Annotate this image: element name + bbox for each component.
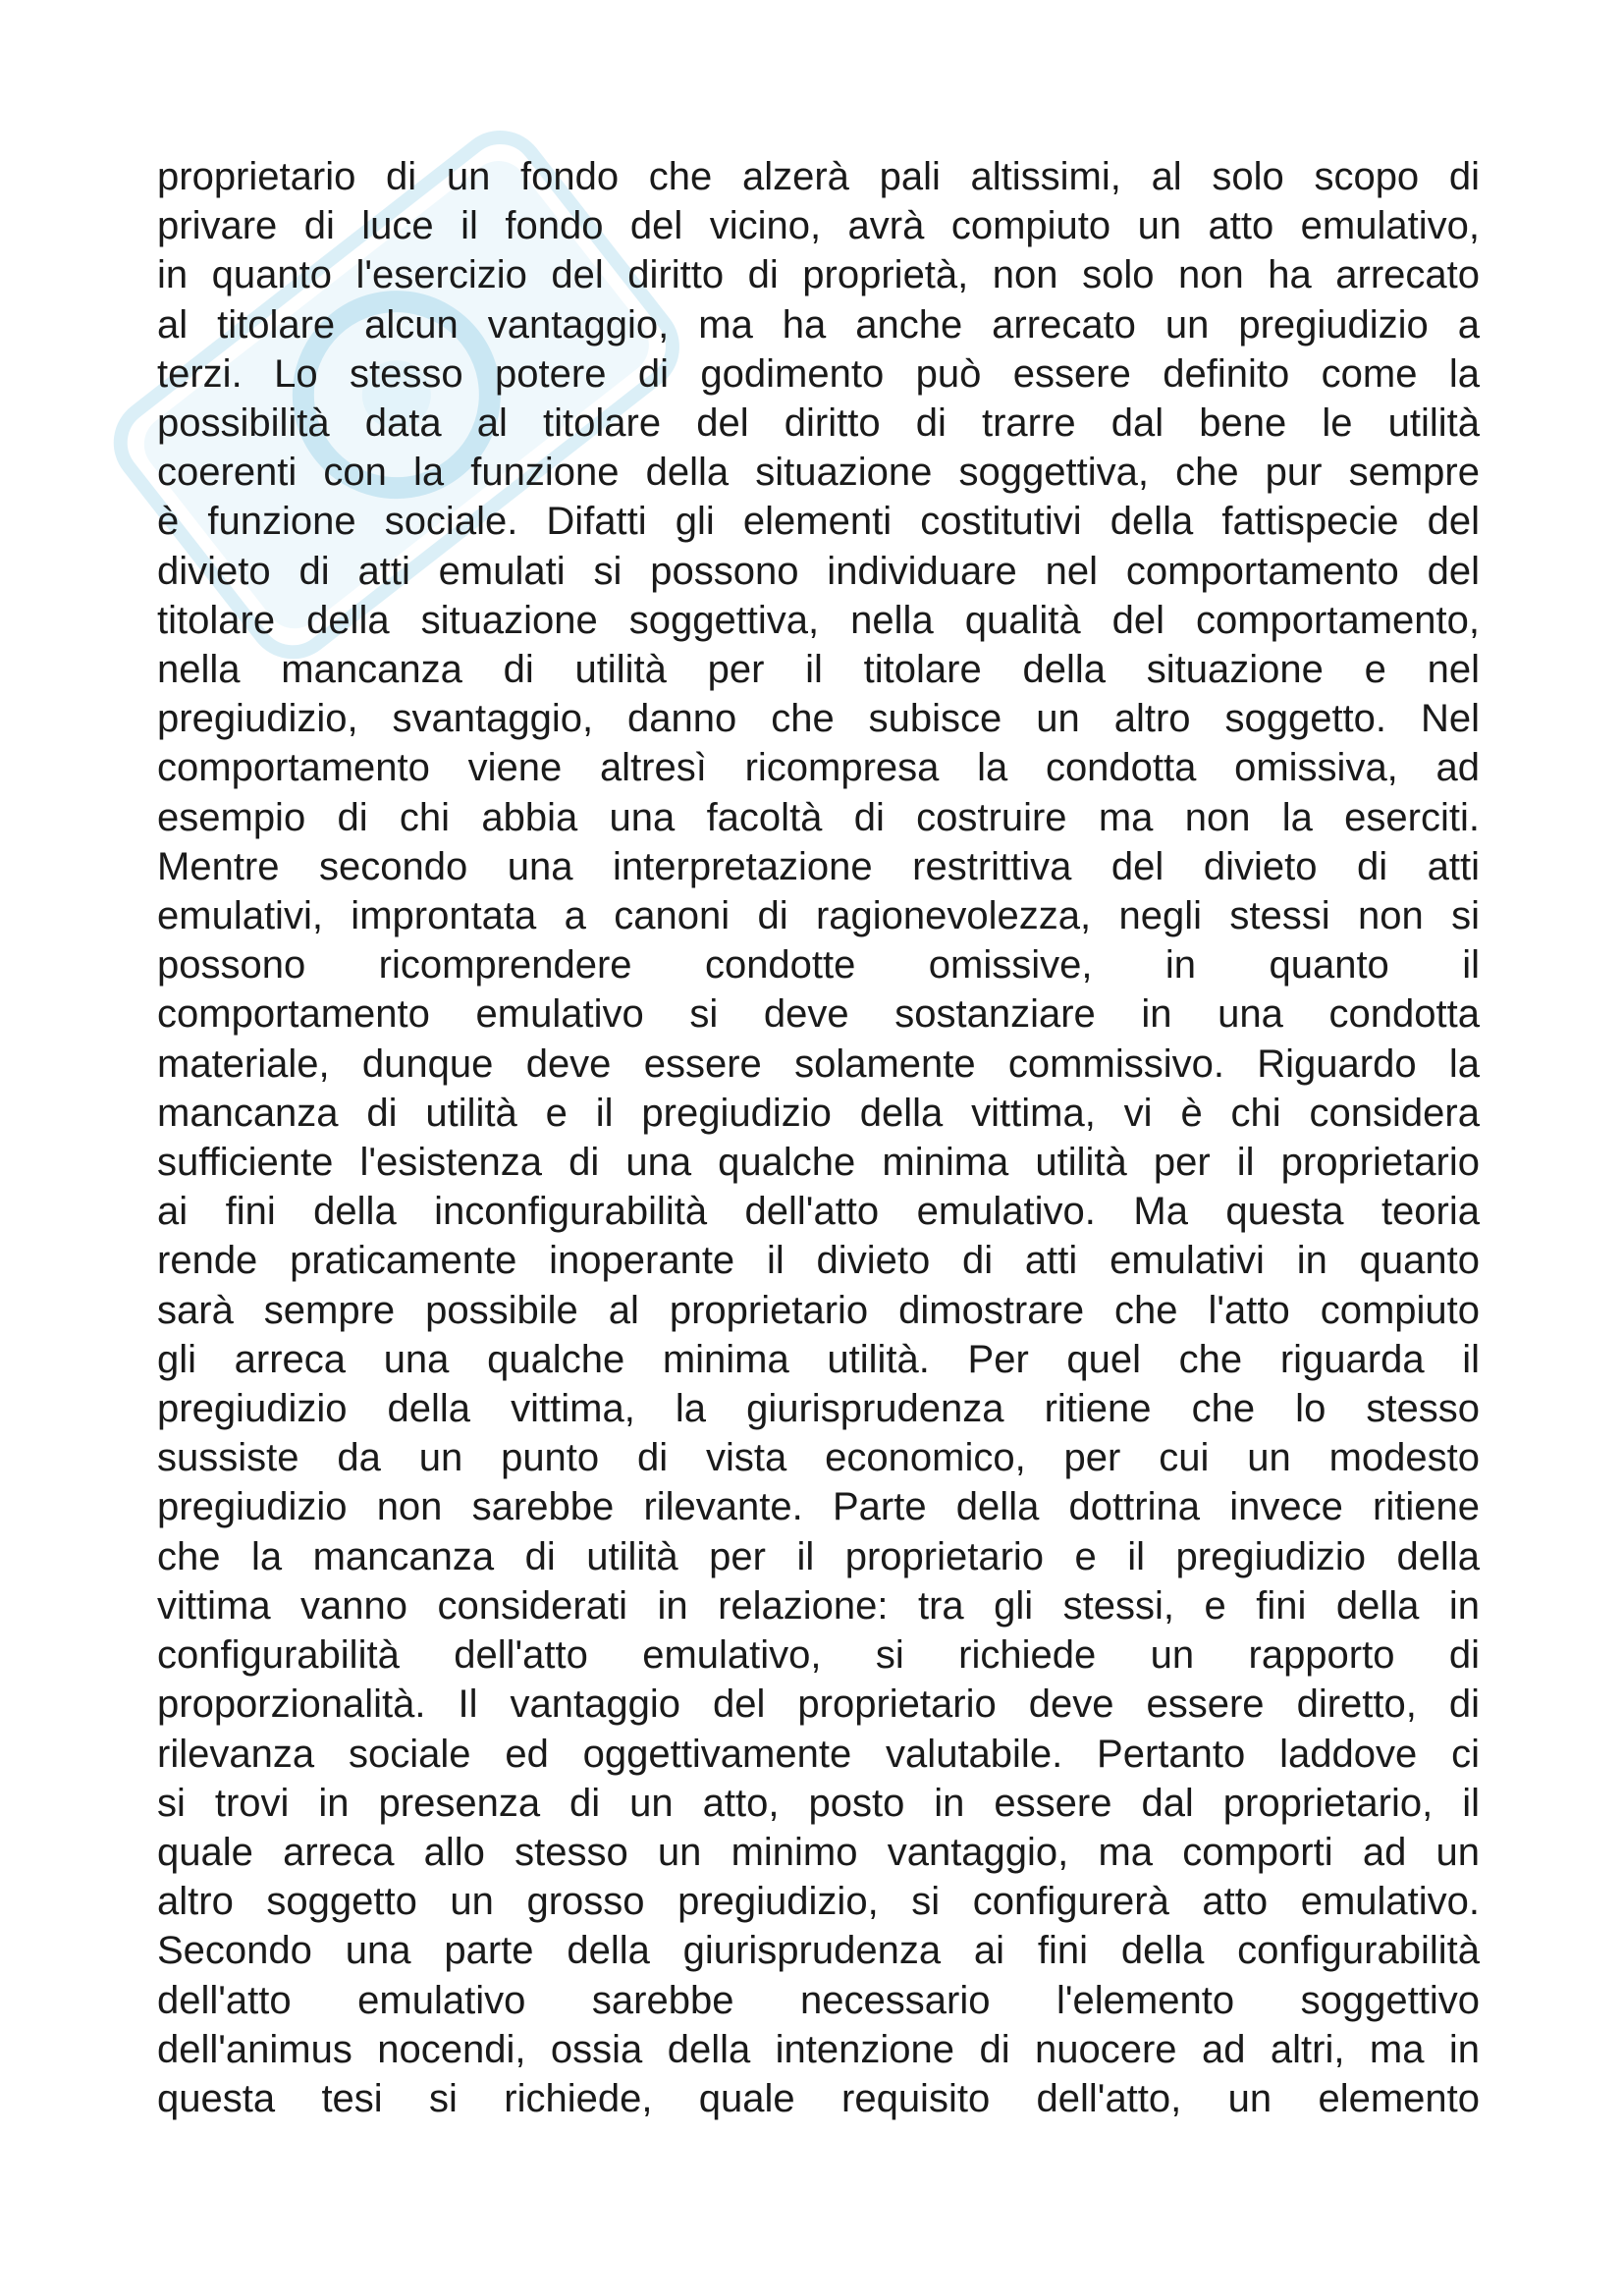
text-line: proprietario di un fondo che alzerà pali altissimi, al solo scopo di xyxy=(157,155,1480,198)
text-line: divieto di atti emulati si possono individuare nel comportamento del xyxy=(157,549,1480,593)
text-line: dell'animus nocendi, ossia della intenzione di nuocere ad altri, ma in xyxy=(157,2027,1480,2071)
text-line: vittima vanno considerati in relazione: tra gli stessi, e fini della in xyxy=(157,1583,1480,1628)
text-line: rilevanza sociale ed oggettivamente valutabile. Pertanto laddove ci xyxy=(157,1732,1480,1776)
text-line: Secondo una parte della giurisprudenza ai fini della configurabilità xyxy=(157,1929,1480,1973)
text-line: pregiudizio, svantaggio, danno che subisce un altro soggetto. Nel xyxy=(157,697,1480,741)
text-line: configurabilità dell'atto emulativo, si richiede un rapporto di xyxy=(157,1633,1480,1678)
text-line: materiale, dunque deve essere solamente commissivo. Riguardo la xyxy=(157,1041,1480,1086)
text-line: al titolare alcun vantaggio, ma ha anche arrecato un pregiudizio a xyxy=(157,302,1480,347)
text-line: altro soggetto un grosso pregiudizio, si configurerà atto emulativo. xyxy=(157,1880,1480,1924)
document-body xyxy=(157,152,1480,2123)
text-line: ai fini della inconfigurabilità dell'atto emulativo. Ma questa teoria xyxy=(157,1190,1480,1234)
text-line: nella mancanza di utilità per il titolare della situazione e nel xyxy=(157,648,1480,692)
text-line: emulativi, improntata a canoni di ragionevolezza, negli stessi non si xyxy=(157,894,1480,938)
text-line: possibilità data al titolare del diritto di trarre dal bene le utilità xyxy=(157,401,1480,446)
text-line: terzi. Lo stesso potere di godimento può essere definito come la xyxy=(157,351,1480,396)
text-line: mancanza di utilità e il pregiudizio della vittima, vi è chi considera xyxy=(157,1091,1480,1135)
text-line: sarà sempre possibile al proprietario dimostrare che l'atto compiuto xyxy=(157,1288,1480,1332)
text-line: esempio di chi abbia una facoltà di costruire ma non la eserciti. xyxy=(157,795,1480,839)
text-line: sufficiente l'esistenza di una qualche minima utilità per il proprietario xyxy=(157,1141,1480,1185)
text-line: coerenti con la funzione della situazione soggettiva, che pur sempre xyxy=(157,451,1480,495)
text-line: proporzionalità. Il vantaggio del proprietario deve essere diretto, di xyxy=(157,1682,1480,1727)
text-line: pregiudizio non sarebbe rilevante. Parte della dottrina invece ritiene xyxy=(157,1485,1480,1529)
text-line: si trovi in presenza di un atto, posto in essere dal proprietario, il xyxy=(157,1781,1480,1825)
text-line: comportamento emulativo si deve sostanziare in una condotta xyxy=(157,992,1480,1037)
text-line: Mentre secondo una interpretazione restrittiva del divieto di atti xyxy=(157,844,1480,888)
text-line: rende praticamente inoperante il divieto di atti emulativi in quanto xyxy=(157,1239,1480,1283)
text-line: che la mancanza di utilità per il proprietario e il pregiudizio della xyxy=(157,1534,1480,1578)
text-line: titolare della situazione soggettiva, nella qualità del comportamento, xyxy=(157,598,1480,642)
text-line: questa tesi si richiede, quale requisito dell'atto, un elemento xyxy=(157,2076,1480,2120)
text-line: sussiste da un punto di vista economico, per cui un modesto xyxy=(157,1436,1480,1480)
text-line: è funzione sociale. Difatti gli elementi costitutivi della fattispecie del xyxy=(157,500,1480,544)
text-line: dell'atto emulativo sarebbe necessario l'elemento soggettivo xyxy=(157,1978,1480,2022)
text-line: privare di luce il fondo del vicino, avrà compiuto un atto emulativo, xyxy=(157,204,1480,248)
text-line: pregiudizio della vittima, la giurisprudenza ritiene che lo stesso xyxy=(157,1387,1480,1431)
text-line: gli arreca una qualche minima utilità. Per quel che riguarda il xyxy=(157,1337,1480,1381)
text-line: comportamento viene altresì ricompresa la condotta omissiva, ad xyxy=(157,746,1480,790)
text-line: possono ricomprendere condotte omissive, in quanto il xyxy=(157,943,1480,988)
text-line: in quanto l'esercizio del diritto di proprietà, non solo non ha arrecato xyxy=(157,253,1480,297)
text-line: quale arreca allo stesso un minimo vantaggio, ma comporti ad un xyxy=(157,1830,1480,1874)
